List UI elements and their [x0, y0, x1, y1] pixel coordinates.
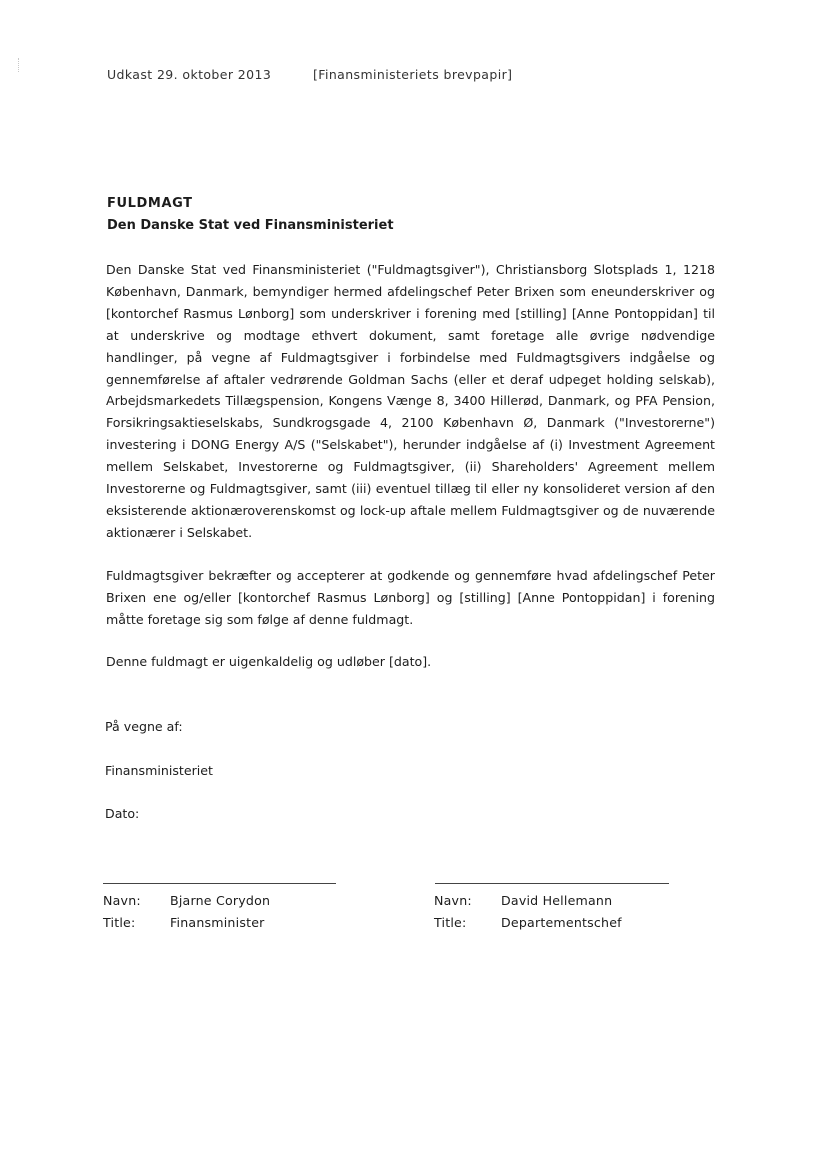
- validity-paragraph: Denne fuldmagt er uigenkaldelig og udløber [dato].: [106, 654, 432, 669]
- signatory-left-name: Bjarne Corydon: [170, 893, 271, 908]
- draft-date-label: Udkast 29. oktober 2013: [107, 67, 272, 82]
- signature-line-right: [435, 883, 669, 884]
- title-block: [107, 193, 394, 237]
- document-title: FULDMAGT: [107, 196, 193, 211]
- signatory-right-name: David Hellemann: [501, 893, 613, 908]
- name-key-label: Navn:: [434, 893, 472, 908]
- title-key-label: Title:: [434, 915, 467, 930]
- signatory-right-title: Departementschef: [501, 915, 622, 930]
- signature-line-left: [103, 883, 336, 884]
- on-behalf-label: På vegne af:: [105, 719, 183, 734]
- signatory-left-title: Finansminister: [170, 915, 265, 930]
- date-label: Dato:: [105, 806, 140, 821]
- document-subtitle: Den Danske Stat ved Finansministeriet: [107, 218, 394, 233]
- letterhead-placeholder: [Finansministeriets brevpapir]: [313, 67, 513, 82]
- scan-margin-mark: [18, 58, 20, 72]
- authorization-paragraph: Den Danske Stat ved Finansministeriet ("Fuldmagtsgiver"), Christiansborg Slotsplads 1, 1218 København, Danmark, bemyndiger hermed afdelingschef Peter Brixen som eneunderskriver og [kontorchef Rasmus Lønborg] som underskriver i forening med [stilling] [Anne Pontoppidan] til at underskrive og modtage ethvert dokument, samt foretage alle øvrige nødvendige handlinger, på vegne af Fuldmagtsgiver i forbindelse med Fuldmagtsgivers indgåelse og gennemførelse af aftaler vedrørende Goldman Sachs (eller et deraf udpeget holding selskab), Arbejdsmarkedets Tillægspension, Kongens Vænge 8, 3400 Hillerød, Danmark, og PFA Pension, Forsikringsaktieselskabs, Sundkrogsgade 4, 2100 København Ø, Danmark ("Investorerne") investering i DONG Energy A/S ("Selskabet"), herunder indgåelse af (i) Investment Agreement mellem Selskabet, Investorerne og Fuldmagtsgiver, (ii) Shareholders' Agreement mellem Investorerne og Fuldmagtsgiver, samt (iii) eventuel tillæg til eller ny konsolideret version af den eksisterende aktionæroverenskomst og lock-up aftale mellem Fuldmagtsgiver og de nuværende aktionærer i Selskabet.: [106, 262, 715, 540]
- confirmation-paragraph: Fuldmagtsgiver bekræfter og accepterer at godkende og gennemføre hvad afdelingschef Peter Brixen ene og/eller [kontorchef Rasmus Lønborg] og [stilling] [Anne Pontoppidan] i forening måtte foretage sig som følge af denne fuldmagt.: [106, 568, 715, 627]
- organization-name: Finansministeriet: [105, 763, 213, 778]
- name-key-label: Navn:: [103, 893, 141, 908]
- title-key-label: Title:: [103, 915, 136, 930]
